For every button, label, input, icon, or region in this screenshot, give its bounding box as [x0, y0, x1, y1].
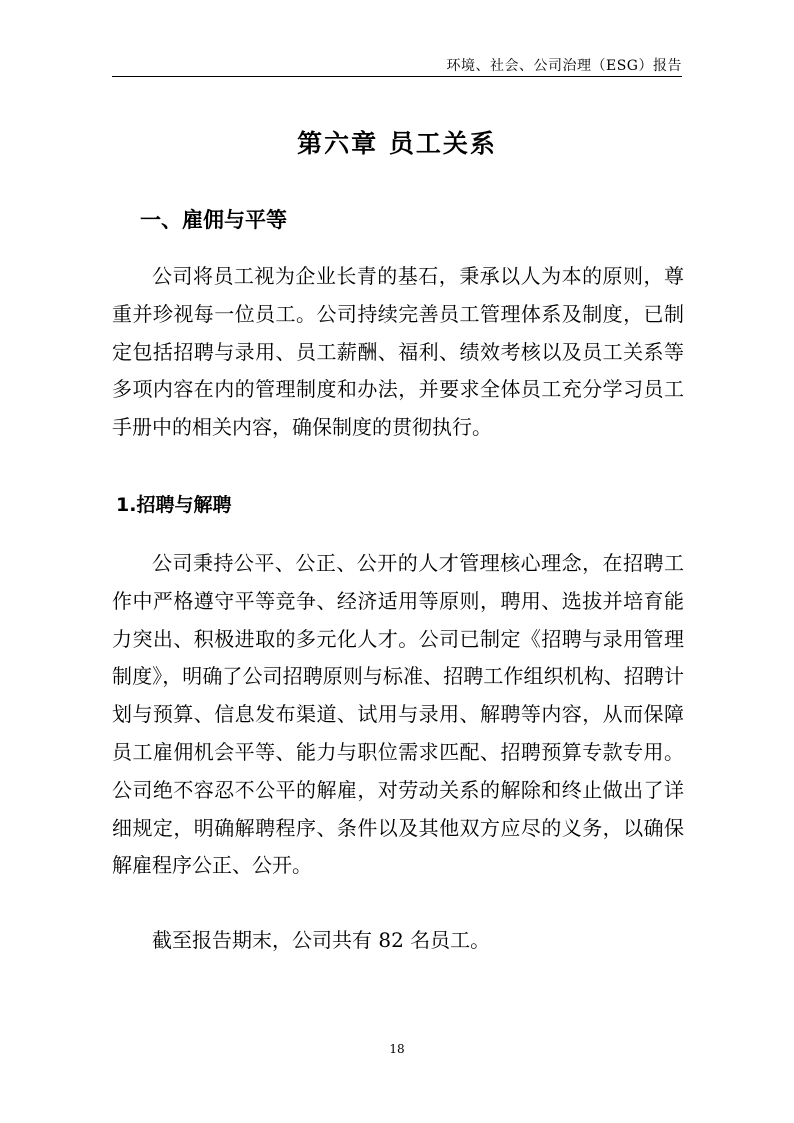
intro-paragraph: 公司将员工视为企业长青的基石，秉承以人为本的原则，尊重并珍视每一位员工。公司持续完善员工管理体系及制度，已制定包括招聘与录用、员工薪酬、福利、绩效考核以及员工关系等多项内容在内的管理制度和办法，并要求全体员工充分学习员工手册中的相关内容，确保制度的贯彻执行。	[112, 264, 684, 440]
section-heading: 一、雇佣与平等	[140, 208, 287, 232]
header-rule	[112, 76, 682, 77]
subsection-heading: 1.招聘与解聘	[116, 494, 232, 516]
page-number: 18	[389, 1042, 405, 1056]
chapter-title: 第六章 员工关系	[297, 129, 497, 158]
employee-count-paragraph: 截至报告期末，公司共有 82 名员工。	[152, 928, 491, 952]
running-header: 环境、社会、公司治理（ESG）报告	[446, 58, 682, 74]
recruitment-paragraph: 公司秉持公平、公正、公开的人才管理核心理念，在招聘工作中严格遵守平等竞争、经济适用等原则，聘用、选拔并培育能力突出、积极进取的多元化人才。公司已制定《招聘与录用管理制度》，明确了公司招聘原则与标准、招聘工作组织机构、招聘计划与预算、信息发布渠道、试用与录用、解聘等内容，从而保障员工雇佣机会平等、能力与职位需求匹配、招聘预算专款专用。公司绝不容忍不公平的解雇，对劳动关系的解除和终止做出了详细规定，明确解聘程序、条件以及其他双方应尽的义务，以确保解雇程序公正、公开。	[112, 551, 684, 878]
